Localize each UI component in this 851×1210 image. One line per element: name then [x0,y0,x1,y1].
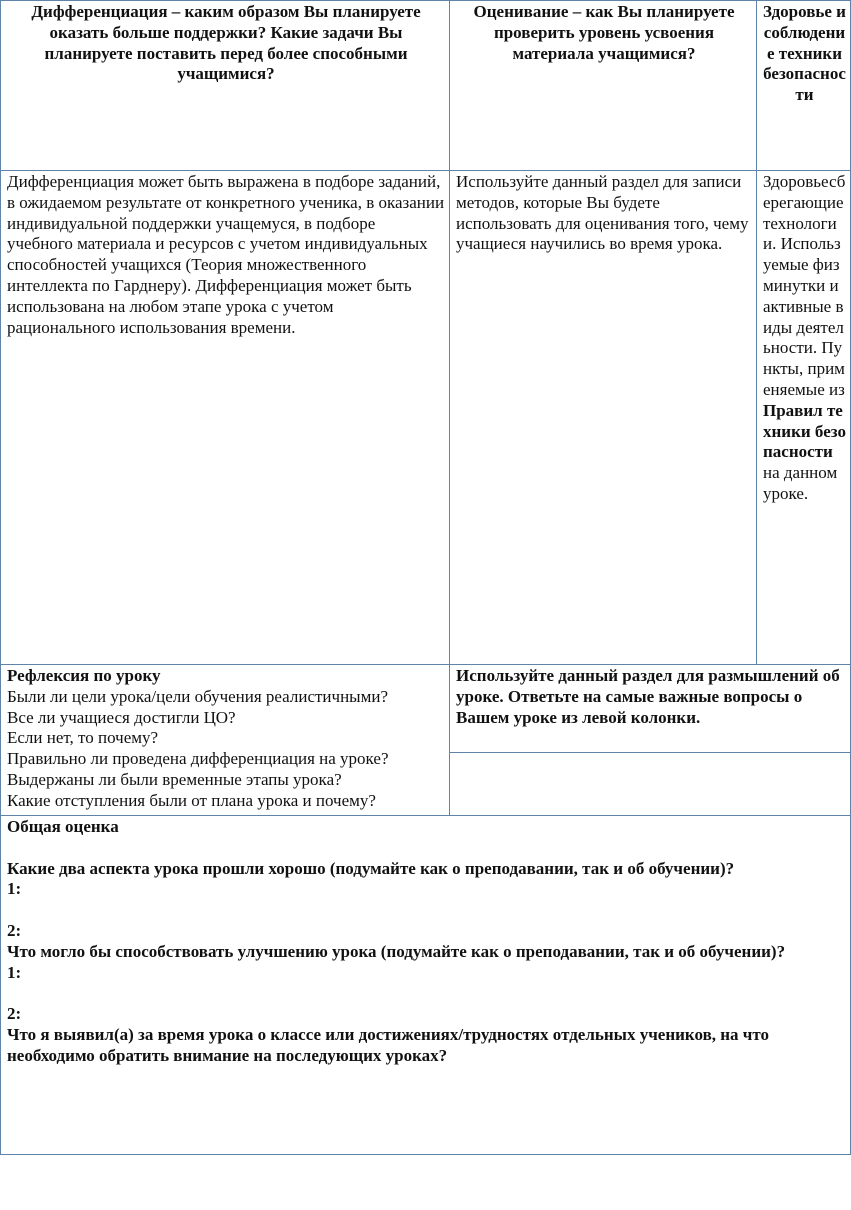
header-differentiation [1,1,450,171]
reflection-question: Какие отступления были от плана урока и почему? [7,790,376,810]
reflection-row [1,665,851,753]
reflection-cell [1,665,450,816]
header-assessment-text: Оценивание – как Вы планируете проверить уровень усвоения материала учащимися? [473,2,735,63]
reflection-notes-field[interactable] [450,753,851,816]
health-safety-text: Здоровьесберегающие технологии. Используемые физминутки и активные виды деятельности. Пункты, применяемые из [763,172,846,399]
summary-cell [1,816,851,1155]
reflection-question: Были ли цели урока/цели обучения реалистичными? [7,686,388,706]
answer-label: 2: [7,920,22,940]
header-differentiation-text: Дифференциация – каким образом Вы планируете оказать больше поддержки? Какие задачи Вы планируете поставить перед более способными учащимися? [31,2,421,84]
header-health-safety [757,1,851,171]
reflection-question: Правильно ли проведена дифференциация на уроке? [7,749,389,769]
header-assessment [450,1,757,171]
differentiation-text: Дифференциация может быть выражена в подборе заданий, в ожидаемом результате от конкретного ученика, в оказании индивидуальной поддержки учащемуся, в подборе учебного материала и ресурсов с учетом индивидуальных способностей учащихся (Теория множественного интеллекта по Гарднеру). Дифференциация может быть использована на любом этапе урока с учетом рационального использования времени. [7,172,445,337]
safety-rules-text: Правил техники безопасности [763,400,846,462]
reflection-title: Рефлексия по уроку [7,666,161,685]
summary-question-2: Что могло бы способствовать улучшению урока (подумайте как о преподавании, так и об обучении)? [7,941,786,961]
reflection-instruction-cell [450,665,851,753]
answer-label: 1: [7,962,22,982]
summary-question-3: Что я выявил(а) за время урока о классе или достижениях/трудностях отдельных учеников, на что необходимо обратить внимание на последующих уроках? [7,1024,774,1065]
assessment-text: Используйте данный раздел для записи методов, которые Вы будете использовать для оценивания того, чему учащиеся научились во время урока. [456,172,749,254]
reflection-question: Если нет, то почему? [7,728,159,748]
summary-question-1: Какие два аспекта урока прошли хорошо (подумайте как о преподавании, так и об обучении)? [7,858,735,878]
answer-label: 2: [7,1004,22,1024]
content-row [1,171,851,665]
answer-label: 1: [7,879,22,899]
reflection-instruction: Используйте данный раздел для размышлений об уроке. Ответьте на самые важные вопросы о Вашем уроке из левой колонки. [456,666,840,727]
header-row [1,1,851,171]
reflection-question: Выдержаны ли были временные этапы урока? [7,769,342,789]
assessment-cell [450,171,757,665]
reflection-question: Все ли учащиеся достигли ЦО? [7,707,236,727]
differentiation-cell [1,171,450,665]
summary-title: Общая оценка [7,817,119,836]
health-safety-tail-text: на данном уроке. [763,463,838,503]
health-safety-cell [757,171,851,665]
header-health-safety-text: Здоровье и соблюдение техники безопасности [763,2,846,105]
summary-row [1,816,851,1155]
